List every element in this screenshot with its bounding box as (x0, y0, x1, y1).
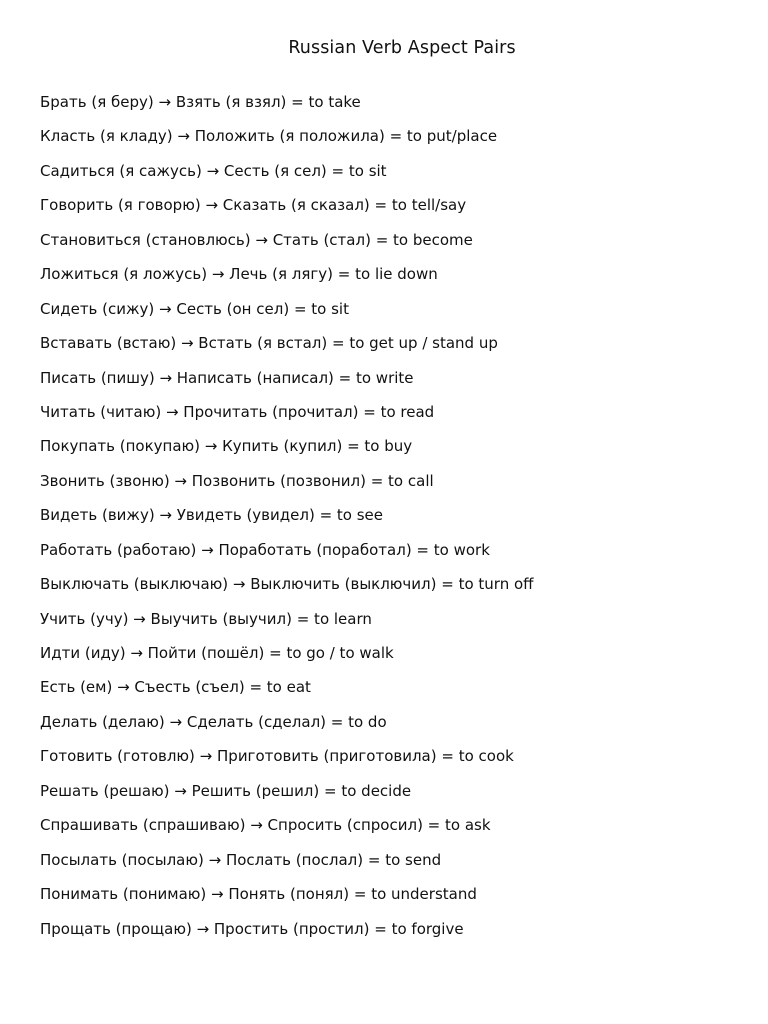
verb-pair-item: Прощать (прощаю) → Простить (простил) = to forgive (40, 919, 464, 938)
verb-pair-item: Есть (ем) → Съесть (съел) = to eat (40, 678, 311, 697)
verb-pair-item: Учить (учу) → Выучить (выучил) = to learn (40, 609, 372, 628)
verb-pair-item: Становиться (становлюсь) → Стать (стал) = to become (40, 230, 473, 249)
verb-pair-item: Звонить (звоню) → Позвонить (позвонил) = to call (40, 471, 434, 490)
verb-pair-item: Спрашивать (спрашиваю) → Спросить (спросил) = to ask (40, 816, 491, 835)
verb-pair-item: Писать (пишу) → Написать (написал) = to write (40, 368, 414, 387)
verb-pair-item: Понимать (понимаю) → Понять (понял) = to understand (40, 885, 477, 904)
verb-pair-list (40, 91, 740, 952)
verb-pair-item: Брать (я беру) → Взять (я взял) = to take (40, 93, 361, 111)
verb-pair-item: Класть (я кладу) → Положить (я положила) = to put/place (40, 127, 498, 146)
verb-pair-item: Готовить (готовлю) → Приготовить (приготовила) = to cook (40, 747, 514, 766)
verb-pair-item: Видеть (вижу) → Увидеть (увидел) = to see (40, 506, 384, 525)
document-title: Russian Verb Aspect Pairs (288, 38, 516, 58)
verb-pair-item: Вставать (встаю) → Встать (я встал) = to get up / stand up (40, 334, 498, 353)
verb-pair-item: Сидеть (сижу) → Сесть (он сел) = to sit (40, 299, 349, 318)
verb-pair-item: Работать (работаю) → Поработать (поработал) = to work (40, 540, 490, 559)
verb-pair-item: Делать (делаю) → Сделать (сделал) = to do (40, 712, 387, 731)
verb-pair-item: Решать (решаю) → Решить (решил) = to decide (40, 781, 412, 800)
verb-pair-item: Ложиться (я ложусь) → Лечь (я лягу) = to lie down (40, 265, 438, 284)
verb-pair-item: Посылать (посылаю) → Послать (послал) = to send (40, 850, 442, 869)
verb-pair-item: Выключать (выключаю) → Выключить (выключил) = to turn off (40, 575, 534, 594)
verb-pair-item: Говорить (я говорю) → Сказать (я сказал) = to tell/say (40, 196, 467, 215)
verb-pair-item: Идти (иду) → Пойти (пошёл) = to go / to walk (40, 644, 394, 662)
verb-pair-item: Читать (читаю) → Прочитать (прочитал) = to read (40, 402, 435, 421)
verb-pair-item: Покупать (покупаю) → Купить (купил) = to buy (40, 437, 413, 456)
verb-pair-item: Садиться (я сажусь) → Сесть (я сел) = to sit (40, 161, 387, 180)
